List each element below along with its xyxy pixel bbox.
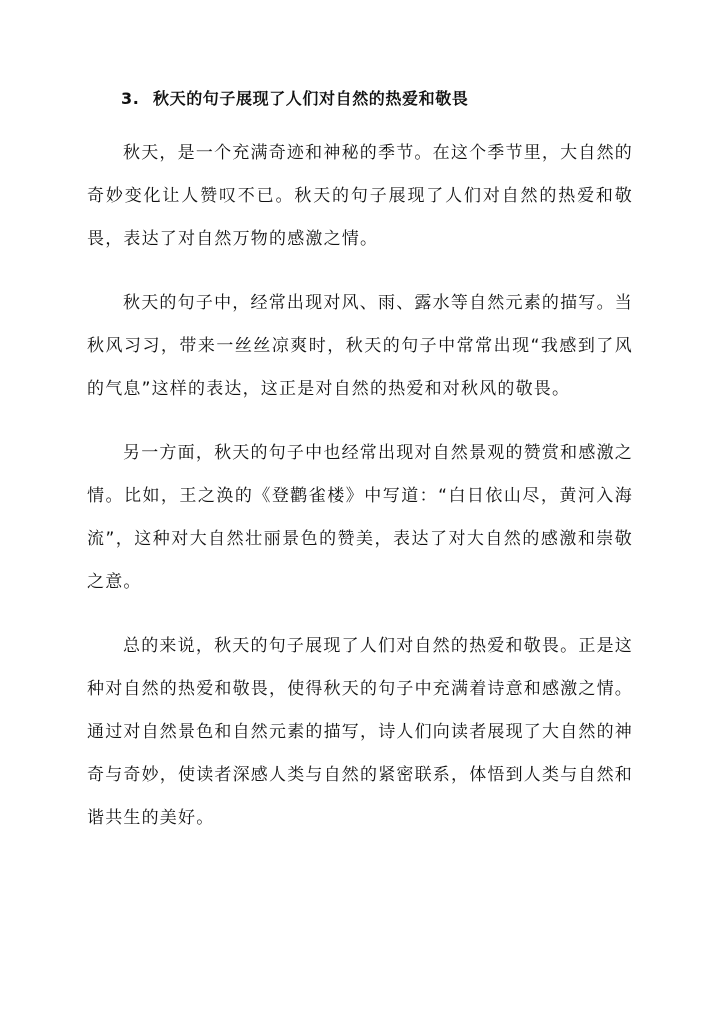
- paragraph-3: 另一方面，秋天的句子中也经常出现对自然景观的赞赏和感激之情。比如，王之涣的《登鹳雀楼》中写道：“白日依山尽，黄河入海流”，这种对大自然壮丽景色的赞美，表达了对大自然的感激和崇敬之意。: [87, 443, 633, 592]
- paragraph-2: 秋天的句子中，经常出现对风、雨、露水等自然元素的描写。当秋风习习，带来一丝丝凉爽时，秋天的句子中常常出现“我感到了风的气息”这样的表达，这正是对自然的热爱和对秋风的敬畏。: [87, 293, 633, 399]
- paragraph-4: 总的来说，秋天的句子展现了人们对自然的热爱和敬畏。正是这种对自然的热爱和敬畏，使得秋天的句子中充满着诗意和感激之情。通过对自然景色和自然元素的描写，诗人们向读者展现了大自然的神奇与奇妙，使读者深感人类与自然的紧密联系，体悟到人类与自然和谐共生的美好。: [87, 636, 633, 828]
- section-title: 秋天的句子展现了人们对自然的热爱和敬畏: [153, 89, 469, 108]
- document-page: [87, 86, 633, 861]
- paragraph-1: 秋天，是一个充满奇迹和神秘的季节。在这个季节里，大自然的奇妙变化让人赞叹不已。秋天的句子展现了人们对自然的热爱和敬畏，表达了对自然万物的感激之情。: [87, 143, 633, 249]
- section-heading: [87, 86, 633, 112]
- section-number: 3.: [121, 89, 140, 108]
